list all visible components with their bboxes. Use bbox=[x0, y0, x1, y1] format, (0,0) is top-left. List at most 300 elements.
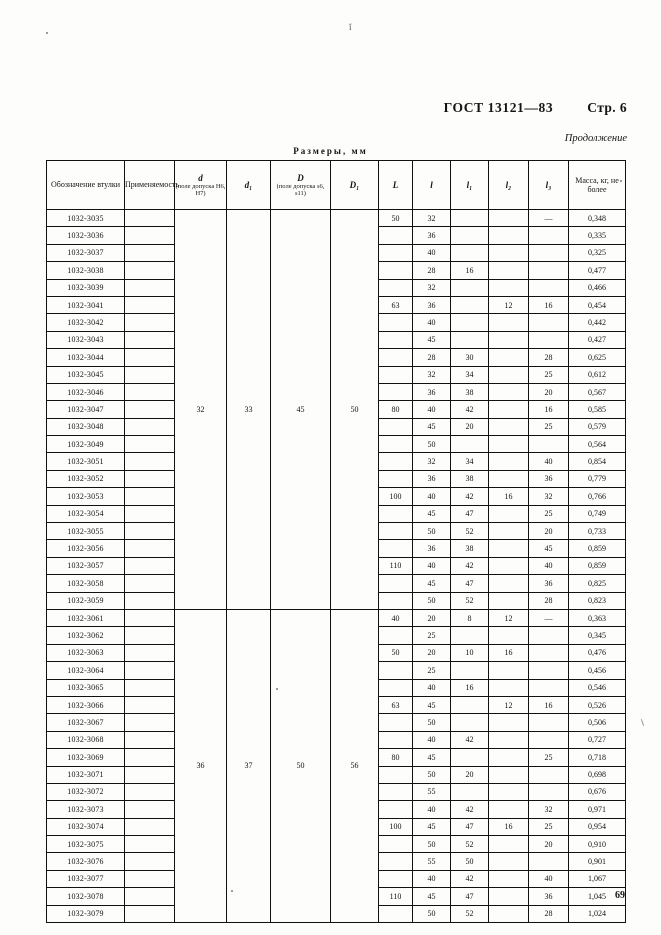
cell-l2 bbox=[489, 505, 529, 522]
table-body bbox=[47, 210, 626, 923]
cell-designation: 1032-3078 bbox=[47, 888, 125, 905]
cell-applicability bbox=[125, 836, 175, 853]
cell-designation: 1032-3043 bbox=[47, 331, 125, 348]
cell-l: 50 bbox=[413, 592, 451, 609]
cell-l1: 20 bbox=[451, 418, 489, 435]
cell-designation: 1032-3036 bbox=[47, 227, 125, 244]
cell-l2 bbox=[489, 401, 529, 418]
col-header-designation: Обозначение втулки bbox=[47, 161, 125, 210]
cell-L: 63 bbox=[379, 696, 413, 713]
cell-applicability bbox=[125, 905, 175, 922]
cell-l3 bbox=[529, 627, 569, 644]
cell-l3: 25 bbox=[529, 505, 569, 522]
cell-L bbox=[379, 870, 413, 887]
cell-l: 40 bbox=[413, 314, 451, 331]
cell-l: 36 bbox=[413, 540, 451, 557]
cell-l2 bbox=[489, 523, 529, 540]
cell-l2 bbox=[489, 314, 529, 331]
cell-l1 bbox=[451, 210, 489, 227]
cell-mass: 0,456 bbox=[569, 662, 626, 679]
footer-page-number: 69 bbox=[615, 890, 625, 901]
cell-l1 bbox=[451, 436, 489, 453]
cell-applicability bbox=[125, 783, 175, 800]
cell-mass: 0,363 bbox=[569, 609, 626, 626]
cell-applicability bbox=[125, 557, 175, 574]
cell-l3 bbox=[529, 227, 569, 244]
cell-l2 bbox=[489, 627, 529, 644]
table-row bbox=[47, 210, 626, 227]
cell-L bbox=[379, 853, 413, 870]
cell-mass: 0,454 bbox=[569, 296, 626, 313]
cell-l: 40 bbox=[413, 244, 451, 261]
cell-l3: 25 bbox=[529, 749, 569, 766]
cell-l1: 47 bbox=[451, 818, 489, 835]
cell-l3: 36 bbox=[529, 470, 569, 487]
cell-l1 bbox=[451, 696, 489, 713]
cell-l2 bbox=[489, 836, 529, 853]
cell-l1: 38 bbox=[451, 383, 489, 400]
cell-l2 bbox=[489, 331, 529, 348]
cell-mass: 0,427 bbox=[569, 331, 626, 348]
cell-D: 45 bbox=[271, 210, 331, 610]
cell-l: 32 bbox=[413, 453, 451, 470]
cell-l1: 47 bbox=[451, 505, 489, 522]
cell-l2 bbox=[489, 540, 529, 557]
cell-l3: 32 bbox=[529, 488, 569, 505]
cell-l3: 40 bbox=[529, 557, 569, 574]
cell-l2 bbox=[489, 349, 529, 366]
col-header-d: d (поле допуска Н6, Н7) bbox=[175, 161, 227, 210]
cell-applicability bbox=[125, 470, 175, 487]
cell-designation: 1032-3077 bbox=[47, 870, 125, 887]
cell-l: 50 bbox=[413, 714, 451, 731]
cell-l2: 16 bbox=[489, 488, 529, 505]
cell-applicability bbox=[125, 262, 175, 279]
cell-designation: 1032-3062 bbox=[47, 627, 125, 644]
cell-l3 bbox=[529, 662, 569, 679]
cell-mass: 0,345 bbox=[569, 627, 626, 644]
cell-designation: 1032-3063 bbox=[47, 644, 125, 661]
cell-l2 bbox=[489, 783, 529, 800]
cell-l3: — bbox=[529, 609, 569, 626]
cell-l1: 34 bbox=[451, 366, 489, 383]
cell-designation: 1032-3069 bbox=[47, 749, 125, 766]
cell-l2 bbox=[489, 244, 529, 261]
cell-l1: 10 bbox=[451, 644, 489, 661]
cell-applicability bbox=[125, 331, 175, 348]
cell-l1: 20 bbox=[451, 766, 489, 783]
cell-designation: 1032-3053 bbox=[47, 488, 125, 505]
cell-applicability bbox=[125, 349, 175, 366]
cell-applicability bbox=[125, 296, 175, 313]
cell-l: 55 bbox=[413, 853, 451, 870]
cell-mass: 1,045 bbox=[569, 888, 626, 905]
cell-L bbox=[379, 731, 413, 748]
cell-mass: 0,859 bbox=[569, 557, 626, 574]
cell-mass: 1,067 bbox=[569, 870, 626, 887]
cell-mass: 0,766 bbox=[569, 488, 626, 505]
cell-l: 45 bbox=[413, 888, 451, 905]
cell-l: 45 bbox=[413, 818, 451, 835]
cell-applicability bbox=[125, 627, 175, 644]
cell-L bbox=[379, 836, 413, 853]
cell-applicability bbox=[125, 679, 175, 696]
cell-L bbox=[379, 331, 413, 348]
cell-mass: 0,749 bbox=[569, 505, 626, 522]
cell-applicability bbox=[125, 401, 175, 418]
cell-mass: 0,579 bbox=[569, 418, 626, 435]
cell-l3 bbox=[529, 244, 569, 261]
cell-mass: 0,625 bbox=[569, 349, 626, 366]
cell-L bbox=[379, 453, 413, 470]
cell-applicability bbox=[125, 244, 175, 261]
cell-L bbox=[379, 244, 413, 261]
cell-l3 bbox=[529, 314, 569, 331]
cell-l2 bbox=[489, 731, 529, 748]
cell-l: 32 bbox=[413, 279, 451, 296]
cell-l3 bbox=[529, 262, 569, 279]
cell-l3: 28 bbox=[529, 592, 569, 609]
cell-l2: 12 bbox=[489, 296, 529, 313]
cell-applicability bbox=[125, 714, 175, 731]
cell-l1 bbox=[451, 783, 489, 800]
cell-designation: 1032-3045 bbox=[47, 366, 125, 383]
cell-l3 bbox=[529, 783, 569, 800]
cell-applicability bbox=[125, 731, 175, 748]
cell-D1: 56 bbox=[331, 609, 379, 922]
cell-mass: 0,348 bbox=[569, 210, 626, 227]
cell-l2 bbox=[489, 279, 529, 296]
cell-designation: 1032-3064 bbox=[47, 662, 125, 679]
cell-L bbox=[379, 627, 413, 644]
cell-applicability bbox=[125, 888, 175, 905]
cell-l: 50 bbox=[413, 523, 451, 540]
cell-L bbox=[379, 349, 413, 366]
cell-mass: 0,585 bbox=[569, 401, 626, 418]
cell-l3: 28 bbox=[529, 349, 569, 366]
cell-l1 bbox=[451, 279, 489, 296]
cell-applicability bbox=[125, 766, 175, 783]
cell-D1: 50 bbox=[331, 210, 379, 610]
cell-mass: 0,954 bbox=[569, 818, 626, 835]
cell-l: 20 bbox=[413, 644, 451, 661]
cell-l3 bbox=[529, 436, 569, 453]
cell-l2 bbox=[489, 766, 529, 783]
dimensions-table bbox=[46, 160, 626, 923]
cell-L: 63 bbox=[379, 296, 413, 313]
cell-mass: 0,859 bbox=[569, 540, 626, 557]
cell-mass: 0,567 bbox=[569, 383, 626, 400]
cell-L bbox=[379, 227, 413, 244]
cell-l: 28 bbox=[413, 262, 451, 279]
col-header-mass: Масса, кг, не более bbox=[569, 161, 626, 210]
cell-L bbox=[379, 592, 413, 609]
cell-l2: 16 bbox=[489, 644, 529, 661]
cell-designation: 1032-3073 bbox=[47, 801, 125, 818]
cell-l: 40 bbox=[413, 801, 451, 818]
cell-designation: 1032-3049 bbox=[47, 436, 125, 453]
col-header-D1: D₁ bbox=[331, 161, 379, 210]
cell-l3: 25 bbox=[529, 366, 569, 383]
cell-l: 50 bbox=[413, 905, 451, 922]
cell-applicability bbox=[125, 227, 175, 244]
page-label: Стр. 6 bbox=[587, 100, 627, 115]
cell-L: 50 bbox=[379, 210, 413, 227]
cell-l2 bbox=[489, 888, 529, 905]
cell-l2 bbox=[489, 575, 529, 592]
col-header-applicability: Применяемость bbox=[125, 161, 175, 210]
cell-L bbox=[379, 279, 413, 296]
cell-L: 100 bbox=[379, 488, 413, 505]
cell-mass: 0,325 bbox=[569, 244, 626, 261]
cell-designation: 1032-3072 bbox=[47, 783, 125, 800]
cell-designation: 1032-3038 bbox=[47, 262, 125, 279]
cell-l1: 42 bbox=[451, 801, 489, 818]
cell-designation: 1032-3059 bbox=[47, 592, 125, 609]
cell-applicability bbox=[125, 592, 175, 609]
cell-designation: 1032-3057 bbox=[47, 557, 125, 574]
cell-l: 36 bbox=[413, 296, 451, 313]
cell-l3 bbox=[529, 766, 569, 783]
cell-L bbox=[379, 436, 413, 453]
cell-l1 bbox=[451, 227, 489, 244]
cell-applicability bbox=[125, 366, 175, 383]
cell-l: 55 bbox=[413, 783, 451, 800]
cell-applicability bbox=[125, 383, 175, 400]
cell-l3 bbox=[529, 714, 569, 731]
cell-l: 25 bbox=[413, 662, 451, 679]
cell-l1: 30 bbox=[451, 349, 489, 366]
scan-speck bbox=[641, 719, 644, 726]
cell-designation: 1032-3075 bbox=[47, 836, 125, 853]
cell-l3: 45 bbox=[529, 540, 569, 557]
cell-l2 bbox=[489, 714, 529, 731]
cell-L: 80 bbox=[379, 401, 413, 418]
cell-applicability bbox=[125, 210, 175, 227]
cell-applicability bbox=[125, 314, 175, 331]
cell-l3 bbox=[529, 644, 569, 661]
cell-designation: 1032-3042 bbox=[47, 314, 125, 331]
cell-l1: 42 bbox=[451, 488, 489, 505]
cell-applicability bbox=[125, 436, 175, 453]
cell-l2 bbox=[489, 749, 529, 766]
cell-L bbox=[379, 418, 413, 435]
cell-L: 40 bbox=[379, 609, 413, 626]
cell-l1: 42 bbox=[451, 731, 489, 748]
cell-designation: 1032-3044 bbox=[47, 349, 125, 366]
cell-designation: 1032-3074 bbox=[47, 818, 125, 835]
cell-D: 50 bbox=[271, 609, 331, 922]
cell-l1 bbox=[451, 749, 489, 766]
cell-l1: 52 bbox=[451, 905, 489, 922]
cell-l: 36 bbox=[413, 383, 451, 400]
col-header-D: D (поле допуска s6, s11) bbox=[271, 161, 331, 210]
cell-l: 45 bbox=[413, 505, 451, 522]
cell-L bbox=[379, 714, 413, 731]
cell-L bbox=[379, 905, 413, 922]
cell-l: 40 bbox=[413, 870, 451, 887]
cell-l1 bbox=[451, 662, 489, 679]
cell-l1: 42 bbox=[451, 870, 489, 887]
cell-designation: 1032-3047 bbox=[47, 401, 125, 418]
standard-number: ГОСТ 13121—83 bbox=[443, 100, 554, 115]
cell-applicability bbox=[125, 505, 175, 522]
cell-d1: 37 bbox=[227, 609, 271, 922]
cell-l: 40 bbox=[413, 679, 451, 696]
cell-l: 50 bbox=[413, 436, 451, 453]
cell-designation: 1032-3076 bbox=[47, 853, 125, 870]
cell-L bbox=[379, 262, 413, 279]
cell-l: 45 bbox=[413, 749, 451, 766]
cell-l1: 42 bbox=[451, 401, 489, 418]
cell-l1: 42 bbox=[451, 557, 489, 574]
cell-l3 bbox=[529, 679, 569, 696]
cell-designation: 1032-3055 bbox=[47, 523, 125, 540]
cell-designation: 1032-3068 bbox=[47, 731, 125, 748]
cell-l2 bbox=[489, 870, 529, 887]
cell-l1: 52 bbox=[451, 592, 489, 609]
cell-l2 bbox=[489, 557, 529, 574]
cell-l3 bbox=[529, 279, 569, 296]
cell-designation: 1032-3046 bbox=[47, 383, 125, 400]
cell-designation: 1032-3067 bbox=[47, 714, 125, 731]
cell-L bbox=[379, 662, 413, 679]
cell-mass: 0,718 bbox=[569, 749, 626, 766]
cell-l3: 40 bbox=[529, 870, 569, 887]
cell-l3: 16 bbox=[529, 296, 569, 313]
cell-l1: 38 bbox=[451, 470, 489, 487]
cell-designation: 1032-3071 bbox=[47, 766, 125, 783]
cell-l2 bbox=[489, 470, 529, 487]
cell-l1: 38 bbox=[451, 540, 489, 557]
cell-L bbox=[379, 523, 413, 540]
cell-applicability bbox=[125, 801, 175, 818]
cell-applicability bbox=[125, 662, 175, 679]
cell-designation: 1032-3054 bbox=[47, 505, 125, 522]
cell-L bbox=[379, 505, 413, 522]
cell-mass: 0,854 bbox=[569, 453, 626, 470]
sizes-label: Размеры, мм bbox=[293, 146, 368, 156]
cell-l1 bbox=[451, 244, 489, 261]
cell-mass: 0,442 bbox=[569, 314, 626, 331]
cell-l3: 16 bbox=[529, 696, 569, 713]
cell-l2 bbox=[489, 383, 529, 400]
cell-l: 36 bbox=[413, 470, 451, 487]
page-header bbox=[48, 100, 627, 116]
cell-designation: 1032-3056 bbox=[47, 540, 125, 557]
cell-L bbox=[379, 783, 413, 800]
cell-mass: 0,564 bbox=[569, 436, 626, 453]
cell-l: 45 bbox=[413, 696, 451, 713]
cell-applicability bbox=[125, 453, 175, 470]
cell-mass: 0,971 bbox=[569, 801, 626, 818]
cell-l: 25 bbox=[413, 627, 451, 644]
cell-l2 bbox=[489, 436, 529, 453]
cell-L bbox=[379, 540, 413, 557]
cell-l2 bbox=[489, 853, 529, 870]
cell-mass: 0,910 bbox=[569, 836, 626, 853]
cell-l1 bbox=[451, 296, 489, 313]
col-header-d1: d₁ bbox=[227, 161, 271, 210]
cell-L bbox=[379, 470, 413, 487]
cell-l3: 20 bbox=[529, 523, 569, 540]
cell-applicability bbox=[125, 609, 175, 626]
cell-L bbox=[379, 679, 413, 696]
cell-d: 32 bbox=[175, 210, 227, 610]
cell-l1: 16 bbox=[451, 679, 489, 696]
cell-l1 bbox=[451, 314, 489, 331]
cell-l: 40 bbox=[413, 401, 451, 418]
cell-l3: — bbox=[529, 210, 569, 227]
cell-mass: 0,466 bbox=[569, 279, 626, 296]
cell-designation: 1032-3052 bbox=[47, 470, 125, 487]
cell-l: 45 bbox=[413, 418, 451, 435]
cell-l2 bbox=[489, 210, 529, 227]
cell-l2 bbox=[489, 679, 529, 696]
cell-applicability bbox=[125, 818, 175, 835]
cell-d: 36 bbox=[175, 609, 227, 922]
cell-l2 bbox=[489, 262, 529, 279]
cell-applicability bbox=[125, 540, 175, 557]
cell-l: 20 bbox=[413, 609, 451, 626]
cell-l1 bbox=[451, 331, 489, 348]
cell-applicability bbox=[125, 870, 175, 887]
cell-l: 40 bbox=[413, 557, 451, 574]
cell-l1 bbox=[451, 627, 489, 644]
cell-d1: 33 bbox=[227, 210, 271, 610]
col-header-l3: l₃ bbox=[529, 161, 569, 210]
cell-l1: 50 bbox=[451, 853, 489, 870]
cell-l: 32 bbox=[413, 366, 451, 383]
cell-designation: 1032-3035 bbox=[47, 210, 125, 227]
cell-l1: 47 bbox=[451, 575, 489, 592]
cell-L: 110 bbox=[379, 557, 413, 574]
scan-artifact-top: ĭ bbox=[349, 22, 352, 32]
cell-l2 bbox=[489, 662, 529, 679]
cell-l3: 36 bbox=[529, 575, 569, 592]
cell-mass: 0,335 bbox=[569, 227, 626, 244]
cell-mass: 0,506 bbox=[569, 714, 626, 731]
cell-l2 bbox=[489, 905, 529, 922]
cell-mass: 0,546 bbox=[569, 679, 626, 696]
cell-l3: 25 bbox=[529, 418, 569, 435]
cell-applicability bbox=[125, 279, 175, 296]
table-row bbox=[47, 609, 626, 626]
cell-designation: 1032-3039 bbox=[47, 279, 125, 296]
cell-l3: 20 bbox=[529, 836, 569, 853]
cell-l3 bbox=[529, 331, 569, 348]
cell-mass: 0,698 bbox=[569, 766, 626, 783]
cell-l3 bbox=[529, 731, 569, 748]
col-header-L: L bbox=[379, 161, 413, 210]
cell-mass: 1,024 bbox=[569, 905, 626, 922]
col-header-l2: l₂ bbox=[489, 161, 529, 210]
cell-designation: 1032-3066 bbox=[47, 696, 125, 713]
cell-l1: 52 bbox=[451, 523, 489, 540]
cell-L bbox=[379, 383, 413, 400]
cell-mass: 0,779 bbox=[569, 470, 626, 487]
cell-l1 bbox=[451, 714, 489, 731]
cell-l2: 12 bbox=[489, 609, 529, 626]
cell-mass: 0,733 bbox=[569, 523, 626, 540]
cell-L bbox=[379, 314, 413, 331]
cell-designation: 1032-3061 bbox=[47, 609, 125, 626]
cell-l2: 12 bbox=[489, 696, 529, 713]
cell-mass: 0,476 bbox=[569, 644, 626, 661]
cell-l3: 20 bbox=[529, 383, 569, 400]
cell-l: 32 bbox=[413, 210, 451, 227]
cell-L bbox=[379, 575, 413, 592]
